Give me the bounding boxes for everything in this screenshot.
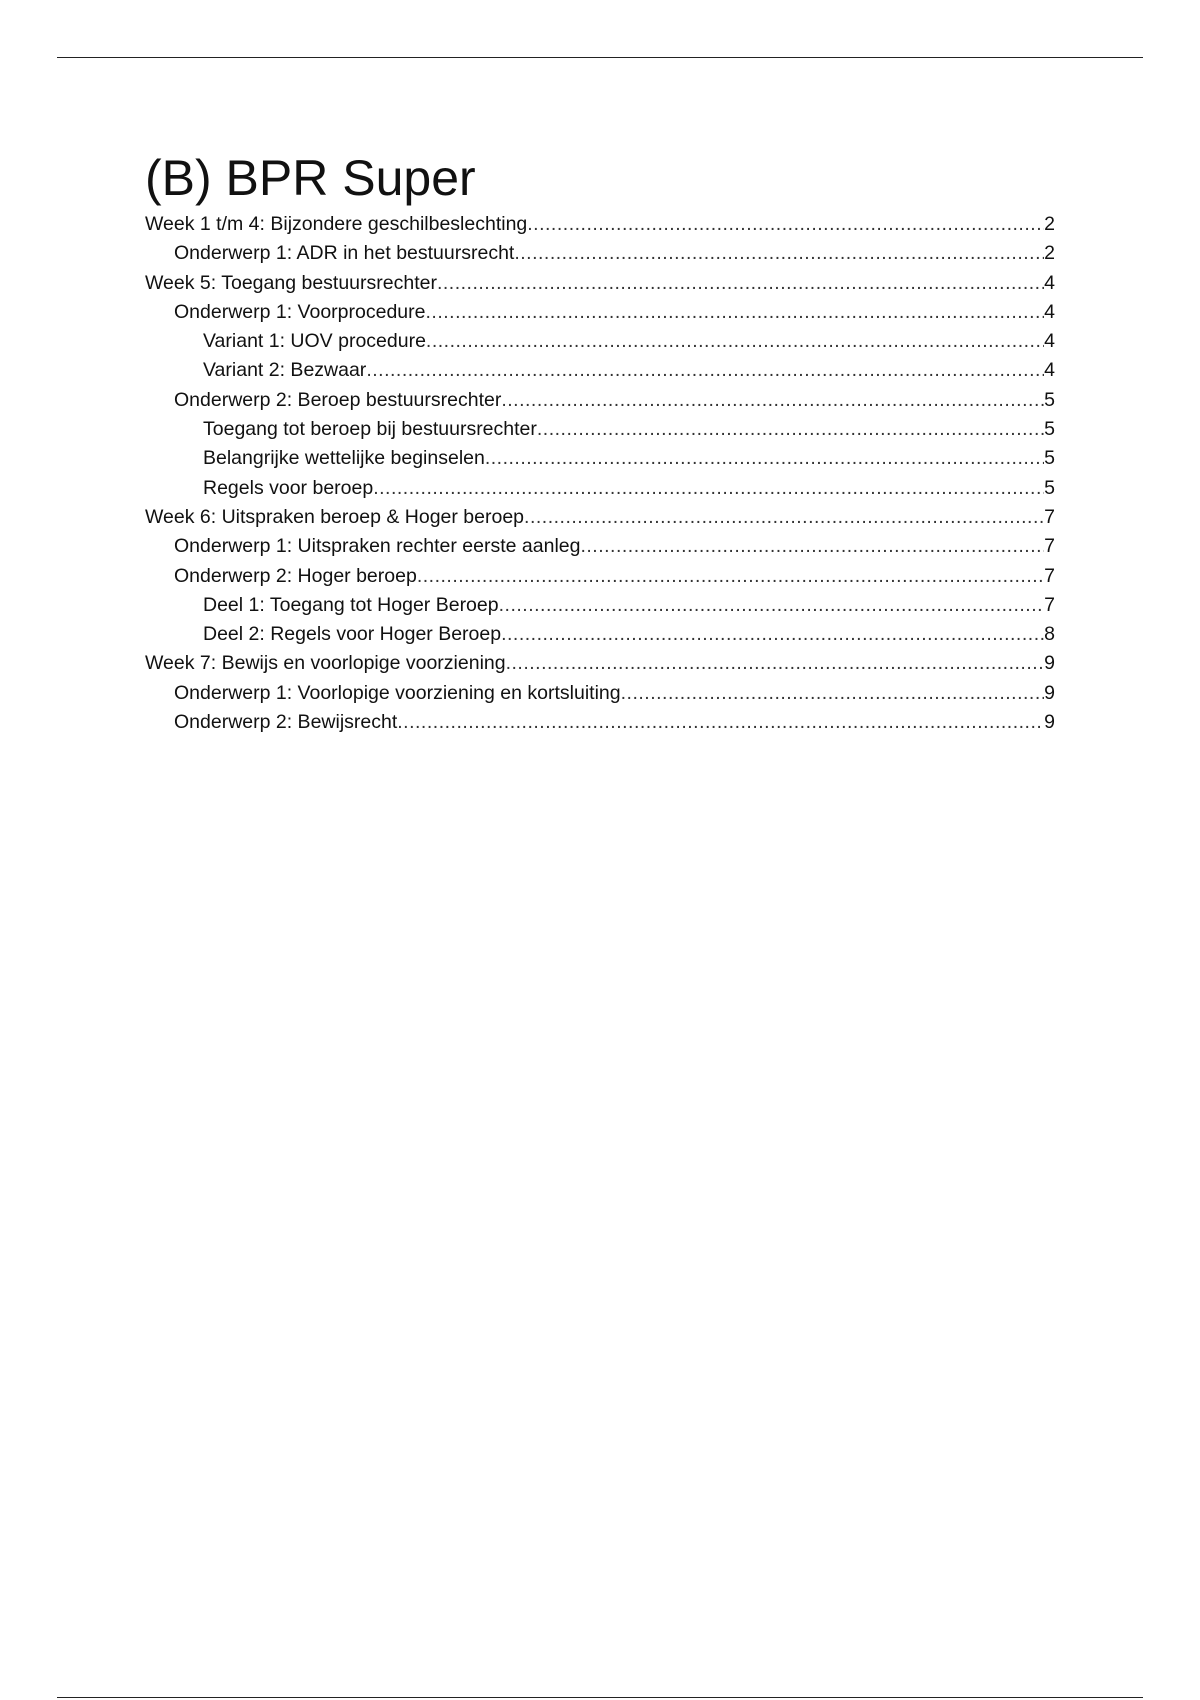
toc-page-number: 2: [1044, 213, 1055, 235]
toc-entry[interactable]: [145, 708, 1055, 737]
toc-page-number: 5: [1044, 418, 1055, 441]
toc-entry-title: Onderwerp 1: Voorprocedure: [174, 300, 426, 323]
toc-entry-title: Onderwerp 1: ADR in het bestuursrecht: [174, 242, 515, 265]
toc-page-number: 9: [1044, 681, 1055, 704]
toc-dot-leader: [485, 444, 1044, 473]
toc-entry-title: Variant 1: UOV procedure: [203, 330, 426, 353]
footer-rule: [57, 1697, 1143, 1698]
toc-entry[interactable]: [145, 649, 1055, 678]
toc-page-number: 7: [1044, 505, 1055, 528]
toc-entry-title: Regels voor beroep: [203, 476, 374, 499]
document-title: (B) BPR Super: [145, 150, 476, 206]
toc-entry-title: Week 6: Uitspraken beroep & Hoger beroep: [145, 505, 525, 528]
toc-dot-leader: [501, 386, 1044, 415]
toc-dot-leader: [621, 679, 1045, 708]
toc-entry[interactable]: [145, 620, 1055, 649]
toc-entry-title: Onderwerp 1: Uitspraken rechter eerste aanleg: [174, 535, 581, 558]
toc-entry-title: Week 5: Toegang bestuursrechter: [145, 271, 437, 294]
toc-entry-title: Onderwerp 2: Hoger beroep: [174, 564, 417, 587]
toc-page-number: 7: [1044, 535, 1055, 558]
toc-dot-leader: [373, 474, 1044, 503]
toc-entry[interactable]: [145, 415, 1055, 444]
toc-entry-title: Week 7: Bewijs en voorlopige voorziening: [145, 652, 506, 675]
toc-entry-title: Week 1 t/m 4: Bijzondere geschilbeslechting: [145, 213, 528, 235]
toc-dot-leader: [499, 591, 1045, 620]
toc-entry[interactable]: [145, 532, 1055, 561]
toc-entry-title: Onderwerp 2: Bewijsrecht: [174, 711, 398, 734]
toc-entry[interactable]: [145, 591, 1055, 620]
toc-dot-leader: [527, 210, 1044, 239]
toc-dot-leader: [425, 298, 1044, 327]
toc-entry[interactable]: [145, 239, 1055, 268]
toc-entry[interactable]: [145, 210, 1055, 239]
toc-dot-leader: [524, 503, 1044, 532]
toc-page-number: 4: [1044, 271, 1055, 294]
toc-entry-title: Deel 1: Toegang tot Hoger Beroep: [203, 593, 499, 616]
toc-page-number: 2: [1044, 242, 1055, 265]
toc-entry-title: Deel 2: Regels voor Hoger Beroep: [203, 623, 502, 646]
toc-dot-leader: [437, 269, 1044, 298]
toc-entry-title: Belangrijke wettelijke beginselen: [203, 447, 485, 470]
toc-page-number: 5: [1044, 388, 1055, 411]
toc-entry-title: Onderwerp 1: Voorlopige voorziening en kortsluiting: [174, 681, 621, 704]
toc-page-number: 4: [1044, 330, 1055, 353]
toc-page-number: 5: [1044, 476, 1055, 499]
toc-entry[interactable]: [145, 444, 1055, 473]
toc-entry[interactable]: [145, 503, 1055, 532]
toc-dot-leader: [537, 415, 1044, 444]
toc-entry[interactable]: [145, 269, 1055, 298]
toc-entry-title: Variant 2: Bezwaar: [203, 359, 367, 382]
toc-entry-title: Toegang tot beroep bij bestuursrechter: [203, 418, 537, 441]
toc-entry[interactable]: [145, 386, 1055, 415]
toc-entry[interactable]: [145, 679, 1055, 708]
toc-page-number: 9: [1044, 652, 1055, 675]
toc-dot-leader: [397, 708, 1044, 737]
toc-entry[interactable]: [145, 474, 1055, 503]
toc-entry[interactable]: [145, 298, 1055, 327]
table-of-contents: [145, 210, 1055, 737]
toc-page-number: 9: [1044, 711, 1055, 734]
toc-page-number: 7: [1044, 564, 1055, 587]
toc-dot-leader: [580, 532, 1044, 561]
toc-entry[interactable]: [145, 562, 1055, 591]
toc-dot-leader: [501, 620, 1044, 649]
toc-entry[interactable]: [145, 356, 1055, 385]
toc-dot-leader: [417, 562, 1044, 591]
toc-page-number: 4: [1044, 300, 1055, 323]
toc-entry-title: Onderwerp 2: Beroep bestuursrechter: [174, 388, 502, 411]
header-rule: [57, 57, 1143, 58]
toc-dot-leader: [506, 649, 1045, 678]
toc-page-number: 7: [1044, 593, 1055, 616]
toc-dot-leader: [514, 239, 1044, 268]
toc-dot-leader: [426, 327, 1044, 356]
toc-entry[interactable]: [145, 327, 1055, 356]
toc-page-number: 4: [1044, 359, 1055, 382]
toc-dot-leader: [366, 356, 1044, 385]
toc-page-number: 5: [1044, 447, 1055, 470]
toc-page-number: 8: [1044, 623, 1055, 646]
